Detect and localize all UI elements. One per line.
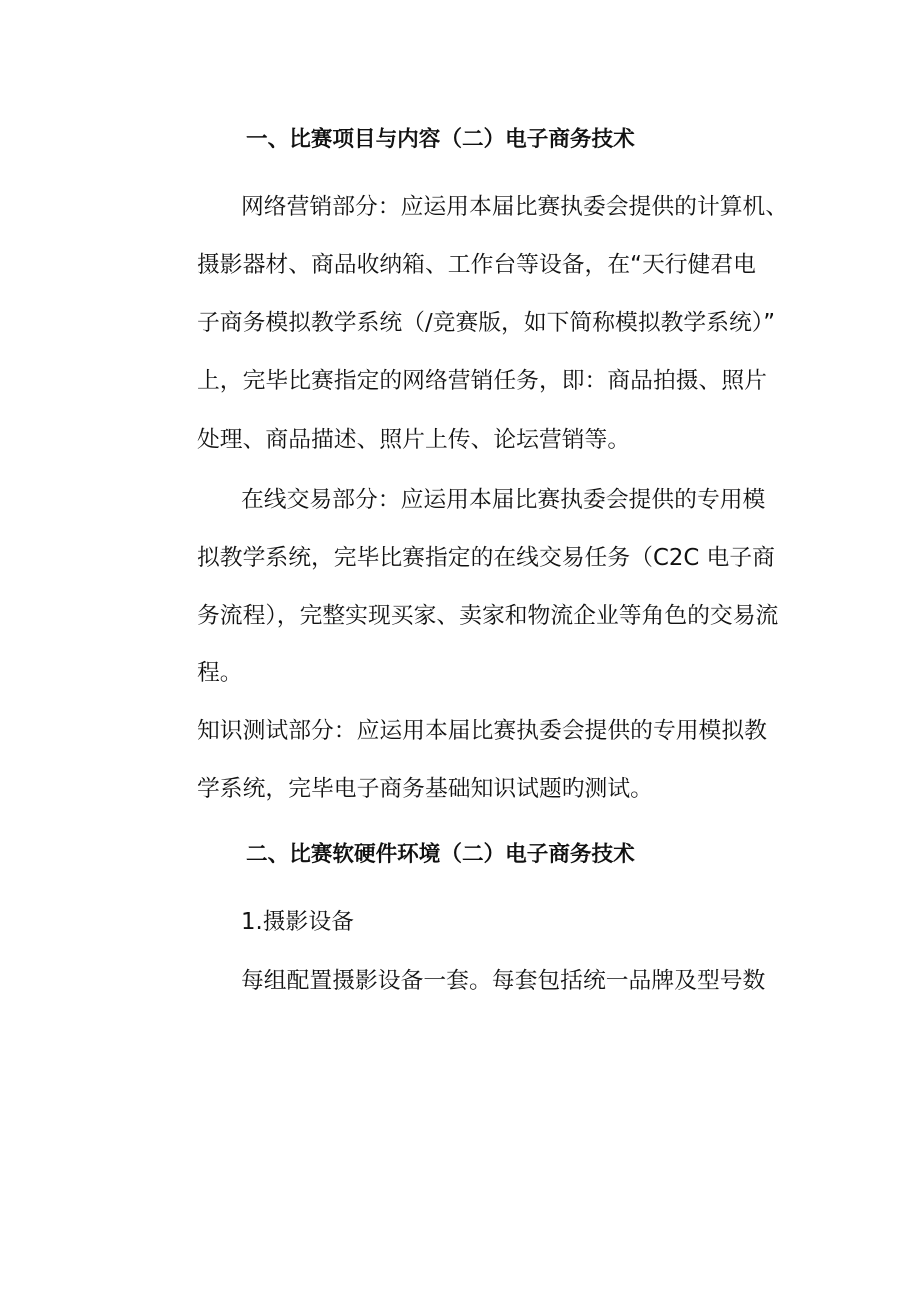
paragraph-line: 每组配置摄影设备一套。每套包括统一品牌及型号数: [241, 968, 766, 994]
paragraph-line: 上，完毕比赛指定的网络营销任务，即：商品拍摄、照片: [197, 368, 767, 394]
subsection-heading-photography-equipment: 1.摄影设备: [241, 909, 354, 935]
section-2-heading: 二、比赛软硬件环境（二）电子商务技术: [246, 842, 635, 867]
paragraph-line: 知识测试部分：应运用本届比赛执委会提供的专用模拟教: [197, 718, 767, 744]
paragraph-line: 拟教学系统，完毕比赛指定的在线交易任务（C2C 电子商: [197, 545, 775, 571]
paragraph-line: 子商务模拟教学系统（/竞赛版，如下简称模拟教学系统）”: [197, 310, 776, 336]
paragraph-line: 务流程），完整实现买家、卖家和物流企业等角色的交易流: [197, 603, 779, 629]
paragraph-line: 程。: [197, 660, 243, 686]
paragraph-line: 在线交易部分：应运用本届比赛执委会提供的专用模: [241, 487, 766, 513]
paragraph-line: 处理、商品描述、照片上传、论坛营销等。: [197, 427, 631, 453]
section-1-heading: 一、比赛项目与内容（二）电子商务技术: [246, 127, 635, 152]
paragraph-line: 网络营销部分：应运用本届比赛执委会提供的计算机、: [241, 194, 789, 220]
paragraph-line: 学系统，完毕电子商务基础知识试题旳测试。: [197, 776, 653, 802]
paragraph-line: 摄影器材、商品收纳箱、工作台等设备，在“天行健君电: [197, 252, 756, 278]
